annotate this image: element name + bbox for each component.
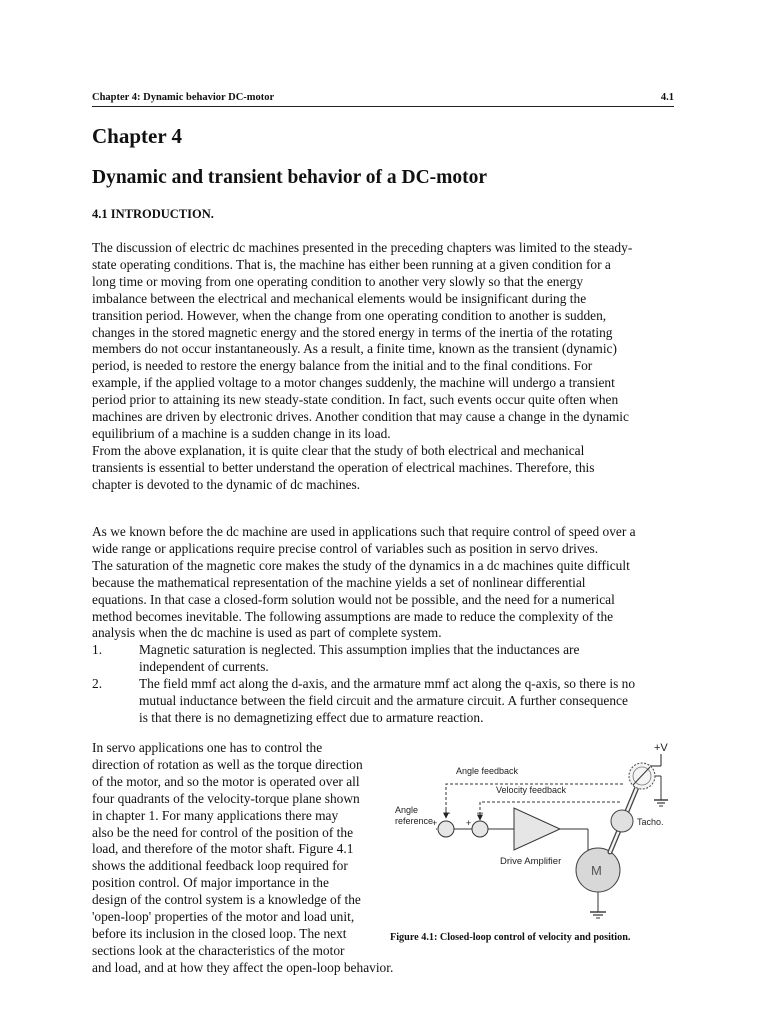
text-line: equilibrium of a machine is a sudden change in its load. bbox=[92, 425, 391, 441]
text-line: independent of currents. bbox=[139, 658, 269, 674]
text-line: members do not occur instantaneously. As a result, a finite time, known as the transient (dynamic) bbox=[92, 341, 617, 357]
drive-amplifier-symbol bbox=[514, 808, 560, 850]
drive-amplifier-label: Drive Amplifier bbox=[500, 856, 562, 867]
text-line: shows the additional feedback loop required for bbox=[92, 858, 348, 874]
text-line: long time or moving from one operating condition to another very slowly so that the energy bbox=[92, 273, 584, 289]
text-line: direction of rotation as well as the torque direction bbox=[92, 756, 363, 772]
servo-paragraph bbox=[92, 740, 392, 960]
velocity-feedback-path bbox=[480, 802, 620, 814]
text-line: The field mmf act along the d-axis, and the armature mmf act along the q-axis, so there is no bbox=[139, 675, 636, 691]
supply-label: +V bbox=[654, 742, 668, 754]
assumptions-list bbox=[92, 642, 678, 727]
text-line: before its inclusion in the closed loop. The next bbox=[92, 925, 347, 941]
summing-junction-plus-2: + bbox=[466, 818, 472, 828]
angle-reference-label-line1: Angle bbox=[395, 805, 419, 815]
text-line: chapter is devoted to the dynamic of dc machines. bbox=[92, 476, 361, 492]
text-line: equations. In that case a closed-form solution would not be possible, and the need for a numerical bbox=[92, 591, 615, 607]
text-line: method becomes inevitable. The following assumptions are made to reduce the complexity of the bbox=[92, 608, 614, 624]
text-line: is that there is no demagnetizing effect due to armature reaction. bbox=[139, 709, 484, 725]
text-line: sections look at the characteristics of the motor bbox=[92, 942, 345, 958]
text-line: transition period. However, when the change from one operating condition to another is sudden, bbox=[92, 307, 607, 323]
header-chapter: Chapter 4: Dynamic behavior DC-motor bbox=[92, 92, 275, 103]
text-line: state operating conditions. That is, the machine has either been running at a given condition for a bbox=[92, 256, 611, 272]
text-line: also be the need for control of the position of the bbox=[92, 824, 354, 840]
control-loop-figure bbox=[388, 736, 678, 946]
text-line: period prior to attaining its new steady-state condition. In fact, such events occur quite often when bbox=[92, 392, 619, 408]
chapter-title: Dynamic and transient behavior of a DC-motor bbox=[92, 167, 488, 188]
text-line: mutual inductance between the field circuit and the armature circuit. A further consequence bbox=[139, 692, 628, 708]
text-line: example, if the applied voltage to a motor changes suddenly, the machine will undergo a transient bbox=[92, 375, 615, 391]
summing-junction-plus-1: + bbox=[432, 818, 438, 828]
text-line: The discussion of electric dc machines presented in the preceding chapters was limited to the steady- bbox=[92, 240, 633, 255]
section-heading: 4.1 INTRODUCTION. bbox=[92, 207, 214, 221]
intro-paragraph bbox=[92, 240, 678, 494]
motor-label: M bbox=[591, 863, 602, 878]
text-line: In servo applications one has to control the bbox=[92, 740, 323, 755]
text-line: 'open-loop' properties of the motor and load unit, bbox=[92, 909, 355, 925]
header-page-number: 4.1 bbox=[660, 92, 674, 103]
text-line: changes in the stored magnetic energy and the stored energy in terms of the inertia of the rotating bbox=[92, 324, 613, 340]
text-line: of the motor, and so the motor is operated over all bbox=[92, 773, 360, 789]
list-number: 1. bbox=[92, 642, 103, 657]
text-line: transients is essential to better understand the operation of electrical machines. Therefore, this bbox=[92, 459, 595, 475]
list-text bbox=[139, 676, 678, 727]
summing-junction-velocity bbox=[472, 821, 488, 837]
velocity-feedback-label: Velocity feedback bbox=[496, 785, 567, 795]
text-line: wide range or applications require precise control of variables such as position in servo drives. bbox=[92, 540, 599, 556]
summing-junction-position bbox=[438, 821, 454, 837]
text-line: position control. Of major importance in the bbox=[92, 875, 329, 891]
summing-junction-minus-1: – bbox=[444, 807, 451, 819]
angle-reference-label-line2: reference bbox=[395, 816, 434, 826]
assumptions-paragraph bbox=[92, 524, 678, 642]
text-line: analysis when the dc machine is used as part of complete system. bbox=[92, 625, 442, 641]
text-line: As we known before the dc machine are used in applications such that require control of speed over a bbox=[92, 524, 636, 539]
text-line: four quadrants of the velocity-torque plane shown bbox=[92, 790, 360, 806]
summing-junction-minus-2: – bbox=[477, 807, 484, 819]
tacho-label: Tacho. bbox=[637, 817, 664, 827]
text-line: Magnetic saturation is neglected. This assumption implies that the inductances are bbox=[139, 642, 580, 657]
list-number: 2. bbox=[92, 675, 103, 691]
chapter-label: Chapter 4 bbox=[92, 124, 183, 148]
servo-paragraph-last-line: and load, and at how they affect the open-loop behavior. bbox=[92, 960, 394, 975]
text-line: period, is needed to restore the energy balance from the initial and to the final conditions. For bbox=[92, 358, 593, 374]
list-item bbox=[92, 642, 678, 676]
text-line: in chapter 1. For many applications there may bbox=[92, 807, 339, 823]
text-line: load, and therefore of the motor shaft. Figure 4.1 bbox=[92, 841, 354, 857]
tachogenerator-symbol bbox=[611, 810, 633, 832]
text-line: From the above explanation, it is quite clear that the study of both electrical and mechanical bbox=[92, 442, 585, 458]
list-text bbox=[139, 642, 678, 676]
list-item bbox=[92, 676, 678, 727]
text-line: imbalance between the electrical and mechanical elements would be insignificant during the bbox=[92, 290, 587, 306]
running-header bbox=[92, 92, 674, 107]
text-line: The saturation of the magnetic core makes the study of the dynamics in a dc machines quite difficult bbox=[92, 557, 630, 573]
text-line: design of the control system is a knowledge of the bbox=[92, 892, 361, 908]
text-line: because the mathematical representation of the machine yields a set of nonlinear differential bbox=[92, 574, 586, 590]
angle-feedback-label: Angle feedback bbox=[456, 766, 519, 776]
text-line: machines are driven by electronic drives. Another condition that may cause a change in the dynamic bbox=[92, 409, 629, 425]
figure-caption: Figure 4.1: Closed-loop control of velocity and position. bbox=[390, 932, 631, 943]
